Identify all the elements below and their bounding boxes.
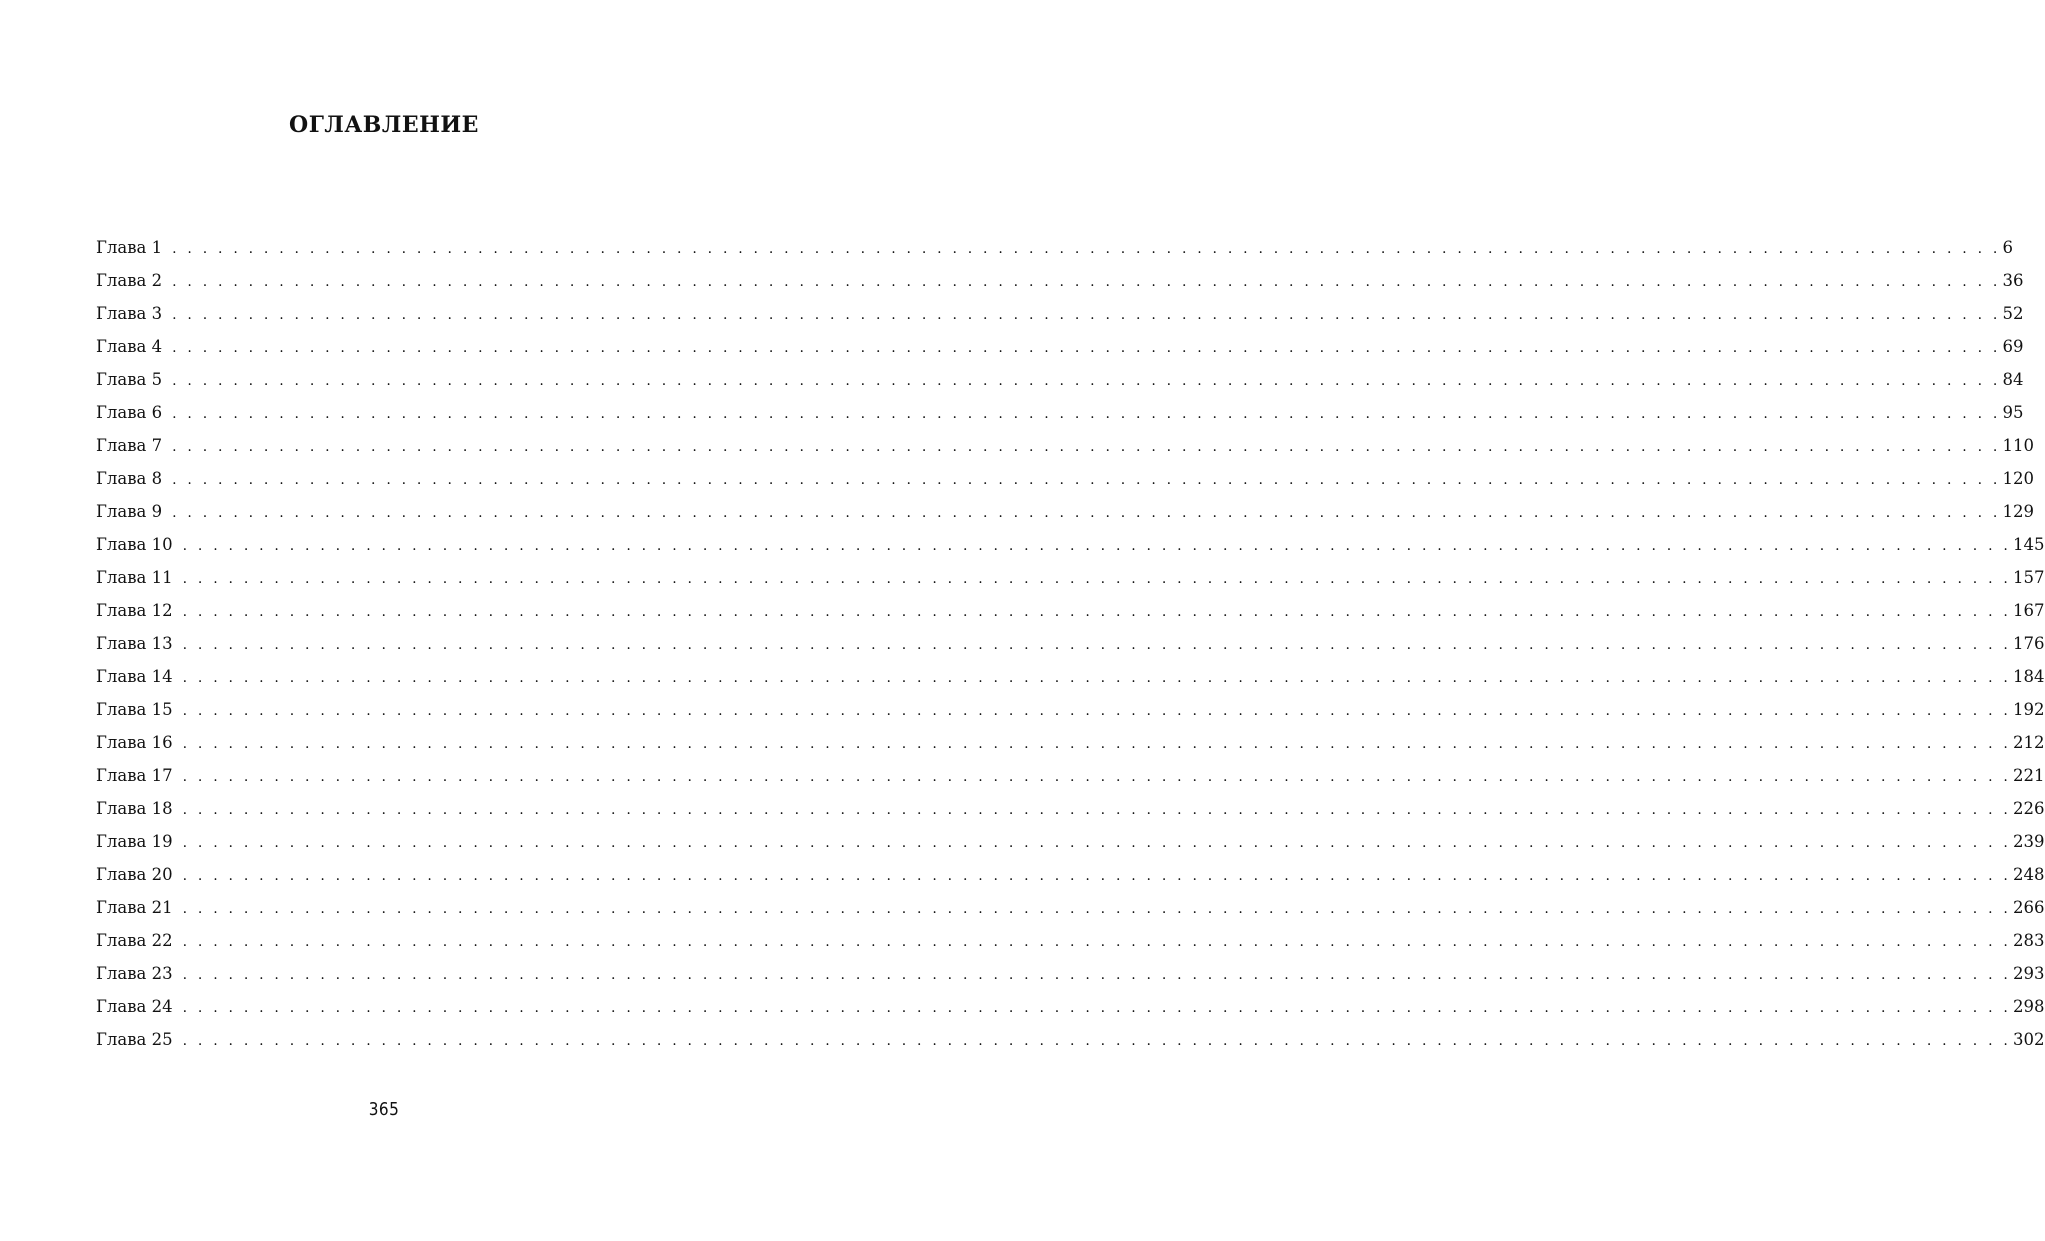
toc-entry-page: 176 bbox=[2013, 634, 2045, 653]
toc-entry-label: Глава 1 bbox=[96, 238, 163, 257]
toc-dot-leader: . . . . . . . . . . . . . . . . . . . . . . . . . . . . . . . . . . . . . . . . . . . . . . . . . . . . . . . . . . . . . . . . . . . . . . . . . . . . . . . . . . . . . . . . . . . . . . . . . . . . . . . . . . . . . . . . . . . . . . . . bbox=[182, 538, 2012, 554]
toc-entry-label: Глава 13 bbox=[96, 634, 173, 653]
toc-entry bbox=[96, 297, 2024, 330]
toc-entry bbox=[96, 561, 2045, 594]
toc-dot-leader: . . . . . . . . . . . . . . . . . . . . . . . . . . . . . . . . . . . . . . . . . . . . . . . . . . . . . . . . . . . . . . . . . . . . . . . . . . . . . . . . . . . . . . . . . . . . . . . . . . . . . . . . . . . . . . . . . . . . . . . . bbox=[182, 1000, 2012, 1016]
toc-dot-leader: . . . . . . . . . . . . . . . . . . . . . . . . . . . . . . . . . . . . . . . . . . . . . . . . . . . . . . . . . . . . . . . . . . . . . . . . . . . . . . . . . . . . . . . . . . . . . . . . . . . . . . . . . . . . . . . . . . . . . . . . bbox=[172, 274, 2001, 290]
toc-entry bbox=[96, 627, 2045, 660]
toc-entry bbox=[96, 396, 2024, 429]
toc-entry-page: 248 bbox=[2013, 865, 2045, 884]
toc-entry bbox=[96, 231, 2014, 264]
toc-entry bbox=[96, 693, 2045, 726]
toc-entry-page: 167 bbox=[2013, 601, 2045, 620]
toc-entry bbox=[96, 330, 2024, 363]
toc-entry-label: Глава 18 bbox=[96, 799, 173, 818]
toc-entry-page: 36 bbox=[2002, 271, 2024, 290]
toc-entry bbox=[96, 957, 2045, 990]
toc-entry-label: Глава 25 bbox=[96, 1030, 173, 1049]
toc-dot-leader: . . . . . . . . . . . . . . . . . . . . . . . . . . . . . . . . . . . . . . . . . . . . . . . . . . . . . . . . . . . . . . . . . . . . . . . . . . . . . . . . . . . . . . . . . . . . . . . . . . . . . . . . . . . . . . . . . . . . . . . . bbox=[172, 439, 2001, 455]
toc-entry bbox=[96, 264, 2024, 297]
toc-dot-leader: . . . . . . . . . . . . . . . . . . . . . . . . . . . . . . . . . . . . . . . . . . . . . . . . . . . . . . . . . . . . . . . . . . . . . . . . . . . . . . . . . . . . . . . . . . . . . . . . . . . . . . . . . . . . . . . . . . . . . . . . bbox=[182, 967, 2012, 983]
toc-entry-page: 239 bbox=[2013, 832, 2045, 851]
toc-entry-page: 283 bbox=[2013, 931, 2045, 950]
toc-entry-page: 95 bbox=[2002, 403, 2024, 422]
toc-entry-page: 52 bbox=[2002, 304, 2024, 323]
toc-entry-label: Глава 7 bbox=[96, 436, 163, 455]
toc-entry-label: Глава 22 bbox=[96, 931, 173, 950]
toc-entry-page: 84 bbox=[2002, 370, 2024, 389]
table-of-contents bbox=[96, 231, 2045, 1056]
toc-entry bbox=[96, 528, 2045, 561]
toc-dot-leader: . . . . . . . . . . . . . . . . . . . . . . . . . . . . . . . . . . . . . . . . . . . . . . . . . . . . . . . . . . . . . . . . . . . . . . . . . . . . . . . . . . . . . . . . . . . . . . . . . . . . . . . . . . . . . . . . . . . . . . . . bbox=[182, 571, 2012, 587]
toc-entry-page: 145 bbox=[2013, 535, 2045, 554]
toc-entry-label: Глава 17 bbox=[96, 766, 173, 785]
toc-entry-page: 69 bbox=[2002, 337, 2024, 356]
toc-entry-page: 110 bbox=[2002, 436, 2035, 455]
toc-dot-leader: . . . . . . . . . . . . . . . . . . . . . . . . . . . . . . . . . . . . . . . . . . . . . . . . . . . . . . . . . . . . . . . . . . . . . . . . . . . . . . . . . . . . . . . . . . . . . . . . . . . . . . . . . . . . . . . . . . . . . . . . bbox=[182, 868, 2012, 884]
toc-entry-label: Глава 19 bbox=[96, 832, 173, 851]
toc-dot-leader: . . . . . . . . . . . . . . . . . . . . . . . . . . . . . . . . . . . . . . . . . . . . . . . . . . . . . . . . . . . . . . . . . . . . . . . . . . . . . . . . . . . . . . . . . . . . . . . . . . . . . . . . . . . . . . . . . . . . . . . . bbox=[172, 472, 2001, 488]
toc-dot-leader: . . . . . . . . . . . . . . . . . . . . . . . . . . . . . . . . . . . . . . . . . . . . . . . . . . . . . . . . . . . . . . . . . . . . . . . . . . . . . . . . . . . . . . . . . . . . . . . . . . . . . . . . . . . . . . . . . . . . . . . . bbox=[172, 406, 2001, 422]
toc-entry-page: 226 bbox=[2013, 799, 2045, 818]
toc-entry-page: 120 bbox=[2002, 469, 2035, 488]
toc-dot-leader: . . . . . . . . . . . . . . . . . . . . . . . . . . . . . . . . . . . . . . . . . . . . . . . . . . . . . . . . . . . . . . . . . . . . . . . . . . . . . . . . . . . . . . . . . . . . . . . . . . . . . . . . . . . . . . . . . . . . . . . . bbox=[172, 340, 2001, 356]
toc-entry bbox=[96, 495, 2035, 528]
toc-dot-leader: . . . . . . . . . . . . . . . . . . . . . . . . . . . . . . . . . . . . . . . . . . . . . . . . . . . . . . . . . . . . . . . . . . . . . . . . . . . . . . . . . . . . . . . . . . . . . . . . . . . . . . . . . . . . . . . . . . . . . . . . bbox=[182, 769, 2012, 785]
toc-dot-leader: . . . . . . . . . . . . . . . . . . . . . . . . . . . . . . . . . . . . . . . . . . . . . . . . . . . . . . . . . . . . . . . . . . . . . . . . . . . . . . . . . . . . . . . . . . . . . . . . . . . . . . . . . . . . . . . . . . . . . . . . bbox=[182, 1033, 2012, 1049]
toc-dot-leader: . . . . . . . . . . . . . . . . . . . . . . . . . . . . . . . . . . . . . . . . . . . . . . . . . . . . . . . . . . . . . . . . . . . . . . . . . . . . . . . . . . . . . . . . . . . . . . . . . . . . . . . . . . . . . . . . . . . . . . . . bbox=[182, 934, 2012, 950]
toc-entry bbox=[96, 792, 2045, 825]
toc-entry-label: Глава 14 bbox=[96, 667, 173, 686]
toc-entry bbox=[96, 759, 2045, 792]
toc-entry-label: Глава 5 bbox=[96, 370, 163, 389]
toc-entry bbox=[96, 858, 2045, 891]
toc-dot-leader: . . . . . . . . . . . . . . . . . . . . . . . . . . . . . . . . . . . . . . . . . . . . . . . . . . . . . . . . . . . . . . . . . . . . . . . . . . . . . . . . . . . . . . . . . . . . . . . . . . . . . . . . . . . . . . . . . . . . . . . . bbox=[182, 703, 2012, 719]
toc-entry-label: Глава 16 bbox=[96, 733, 173, 752]
toc-entry bbox=[96, 363, 2024, 396]
toc-dot-leader: . . . . . . . . . . . . . . . . . . . . . . . . . . . . . . . . . . . . . . . . . . . . . . . . . . . . . . . . . . . . . . . . . . . . . . . . . . . . . . . . . . . . . . . . . . . . . . . . . . . . . . . . . . . . . . . . . . . . . . . . bbox=[182, 604, 2012, 620]
toc-entry bbox=[96, 924, 2045, 957]
toc-entry bbox=[96, 594, 2045, 627]
toc-entry-label: Глава 23 bbox=[96, 964, 173, 983]
toc-entry bbox=[96, 726, 2045, 759]
toc-entry bbox=[96, 891, 2045, 924]
toc-entry bbox=[96, 660, 2045, 693]
toc-entry-page: 298 bbox=[2013, 997, 2045, 1016]
toc-entry bbox=[96, 825, 2045, 858]
toc-entry-label: Глава 20 bbox=[96, 865, 173, 884]
toc-entry-page: 6 bbox=[2002, 238, 2014, 257]
toc-entry-label: Глава 24 bbox=[96, 997, 173, 1016]
toc-entry-label: Глава 2 bbox=[96, 271, 163, 290]
toc-entry-label: Глава 12 bbox=[96, 601, 173, 620]
toc-entry-label: Глава 3 bbox=[96, 304, 163, 323]
toc-entry-page: 266 bbox=[2013, 898, 2045, 917]
toc-dot-leader: . . . . . . . . . . . . . . . . . . . . . . . . . . . . . . . . . . . . . . . . . . . . . . . . . . . . . . . . . . . . . . . . . . . . . . . . . . . . . . . . . . . . . . . . . . . . . . . . . . . . . . . . . . . . . . . . . . . . . . . . bbox=[172, 373, 2001, 389]
toc-dot-leader: . . . . . . . . . . . . . . . . . . . . . . . . . . . . . . . . . . . . . . . . . . . . . . . . . . . . . . . . . . . . . . . . . . . . . . . . . . . . . . . . . . . . . . . . . . . . . . . . . . . . . . . . . . . . . . . . . . . . . . . . bbox=[182, 637, 2012, 653]
toc-entry-page: 293 bbox=[2013, 964, 2045, 983]
toc-entry bbox=[96, 462, 2035, 495]
toc-dot-leader: . . . . . . . . . . . . . . . . . . . . . . . . . . . . . . . . . . . . . . . . . . . . . . . . . . . . . . . . . . . . . . . . . . . . . . . . . . . . . . . . . . . . . . . . . . . . . . . . . . . . . . . . . . . . . . . . . . . . . . . . bbox=[172, 505, 2001, 521]
page-number: 365 bbox=[368, 1099, 400, 1120]
toc-entry-page: 302 bbox=[2013, 1030, 2045, 1049]
toc-entry-label: Глава 21 bbox=[96, 898, 173, 917]
toc-entry-page: 192 bbox=[2013, 700, 2045, 719]
toc-entry-page: 129 bbox=[2002, 502, 2035, 521]
toc-entry-label: Глава 11 bbox=[96, 568, 173, 587]
toc-entry bbox=[96, 990, 2045, 1023]
toc-entry bbox=[96, 429, 2035, 462]
toc-entry-page: 212 bbox=[2013, 733, 2045, 752]
toc-dot-leader: . . . . . . . . . . . . . . . . . . . . . . . . . . . . . . . . . . . . . . . . . . . . . . . . . . . . . . . . . . . . . . . . . . . . . . . . . . . . . . . . . . . . . . . . . . . . . . . . . . . . . . . . . . . . . . . . . . . . . . . . bbox=[172, 241, 2001, 257]
toc-entry-label: Глава 8 bbox=[96, 469, 163, 488]
toc-entry-page: 184 bbox=[2013, 667, 2045, 686]
toc-entry-label: Глава 15 bbox=[96, 700, 173, 719]
toc-entry bbox=[96, 1023, 2045, 1056]
toc-entry-page: 221 bbox=[2013, 766, 2045, 785]
toc-entry-label: Глава 4 bbox=[96, 337, 163, 356]
toc-entry-label: Глава 6 bbox=[96, 403, 163, 422]
toc-entry-page: 157 bbox=[2013, 568, 2045, 587]
toc-entry-label: Глава 9 bbox=[96, 502, 163, 521]
toc-dot-leader: . . . . . . . . . . . . . . . . . . . . . . . . . . . . . . . . . . . . . . . . . . . . . . . . . . . . . . . . . . . . . . . . . . . . . . . . . . . . . . . . . . . . . . . . . . . . . . . . . . . . . . . . . . . . . . . . . . . . . . . . bbox=[182, 901, 2012, 917]
page-title: ОГЛАВЛЕНИЕ bbox=[289, 112, 479, 138]
toc-dot-leader: . . . . . . . . . . . . . . . . . . . . . . . . . . . . . . . . . . . . . . . . . . . . . . . . . . . . . . . . . . . . . . . . . . . . . . . . . . . . . . . . . . . . . . . . . . . . . . . . . . . . . . . . . . . . . . . . . . . . . . . . bbox=[182, 835, 2012, 851]
toc-entry-label: Глава 10 bbox=[96, 535, 173, 554]
toc-dot-leader: . . . . . . . . . . . . . . . . . . . . . . . . . . . . . . . . . . . . . . . . . . . . . . . . . . . . . . . . . . . . . . . . . . . . . . . . . . . . . . . . . . . . . . . . . . . . . . . . . . . . . . . . . . . . . . . . . . . . . . . . bbox=[172, 307, 2001, 323]
toc-dot-leader: . . . . . . . . . . . . . . . . . . . . . . . . . . . . . . . . . . . . . . . . . . . . . . . . . . . . . . . . . . . . . . . . . . . . . . . . . . . . . . . . . . . . . . . . . . . . . . . . . . . . . . . . . . . . . . . . . . . . . . . . bbox=[182, 802, 2012, 818]
toc-dot-leader: . . . . . . . . . . . . . . . . . . . . . . . . . . . . . . . . . . . . . . . . . . . . . . . . . . . . . . . . . . . . . . . . . . . . . . . . . . . . . . . . . . . . . . . . . . . . . . . . . . . . . . . . . . . . . . . . . . . . . . . . bbox=[182, 736, 2012, 752]
toc-dot-leader: . . . . . . . . . . . . . . . . . . . . . . . . . . . . . . . . . . . . . . . . . . . . . . . . . . . . . . . . . . . . . . . . . . . . . . . . . . . . . . . . . . . . . . . . . . . . . . . . . . . . . . . . . . . . . . . . . . . . . . . . bbox=[182, 670, 2012, 686]
